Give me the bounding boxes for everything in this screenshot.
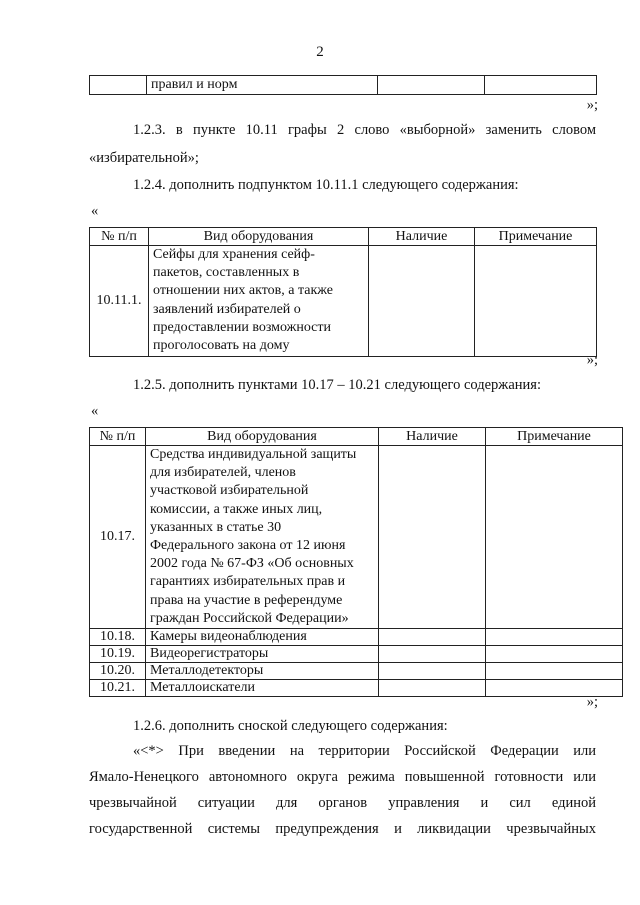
continuation-table [89,75,597,95]
equipment-line: для избирателей, членов [150,465,296,481]
row-availability [379,663,486,680]
table-row [90,246,597,357]
header-number: № п/п [90,428,146,446]
footnote-line4: государственной системы предупреждения и ликвидации чрезвычайных [89,821,596,837]
table-row [90,446,623,629]
equipment-line: указанных в статье 30 [150,519,282,535]
row-availability [379,446,486,629]
page-number: 2 [316,44,324,60]
table-cell [90,76,147,95]
paragraph-1-2-3-line2: «избирательной»; [89,150,199,166]
row-equipment: Металлоискатели [146,680,379,697]
row-equipment [149,246,369,357]
table-header-row [90,228,597,246]
quote-close: »; [586,97,598,113]
equipment-line: комиссии, а также иных лиц, [150,501,323,517]
row-availability [369,246,475,357]
row-note [475,246,597,357]
row-note [486,629,623,646]
row-number: 10.19. [90,646,146,663]
header-availability: Наличие [369,228,475,246]
table-cell [485,76,597,95]
row-availability [379,646,486,663]
row-note [486,646,623,663]
row-number: 10.20. [90,663,146,680]
quote-close: »; [586,352,598,368]
header-equipment: Вид оборудования [146,428,379,446]
equipment-line: предоставлении возможности [153,319,332,335]
row-note [486,680,623,697]
table-row [90,663,623,680]
table-row [90,76,597,95]
paragraph-1-2-3-line1: 1.2.3. в пункте 10.11 графы 2 слово «выборной» заменить словом [133,122,596,138]
row-equipment [146,446,379,629]
row-number: 10.21. [90,680,146,697]
header-number: № п/п [90,228,149,246]
paragraph-1-2-4: 1.2.4. дополнить подпунктом 10.11.1 следующего содержания: [133,177,519,193]
table-row [90,646,623,663]
row-equipment: Металлодетекторы [146,663,379,680]
row-number: 10.17. [90,446,146,629]
equipment-table-2 [89,427,623,697]
table-row [90,629,623,646]
header-availability: Наличие [379,428,486,446]
row-note [486,663,623,680]
equipment-line: заявлений избирателей о [153,301,301,317]
footnote-line2: Ямало-Ненецкого автономного округа режима повышенной готовности или [89,769,596,785]
row-equipment: Камеры видеонаблюдения [146,629,379,646]
row-number: 10.11.1. [90,246,149,357]
row-availability [379,629,486,646]
row-availability [379,680,486,697]
quote-open: « [91,403,99,419]
row-note [486,446,623,629]
row-equipment: Видеорегистраторы [146,646,379,663]
row-number: 10.18. [90,629,146,646]
equipment-line: отношении них актов, а также [153,283,333,299]
equipment-line: гарантиях избирательных прав и [150,574,346,590]
table-cell [378,76,485,95]
table-cell: правил и норм [147,76,378,95]
paragraph-1-2-5: 1.2.5. дополнить пунктами 10.17 – 10.21 следующего содержания: [133,377,541,393]
equipment-line: Сейфы для хранения сейф- [153,247,315,262]
paragraph-1-2-6: 1.2.6. дополнить сноской следующего содержания: [133,718,448,734]
footnote-line1: «<*> При введении на территории Российской Федерации или [133,743,596,759]
equipment-line: пакетов, составленных в [153,265,300,281]
equipment-line: Средства индивидуальной защиты [150,447,357,462]
equipment-line: права на участие в референдуме граждан Российской Федерации» [150,592,349,626]
equipment-line: проголосовать на дому [153,338,290,354]
quote-open: « [91,203,99,219]
table-row [90,680,623,697]
table-header-row [90,428,623,446]
equipment-table-1 [89,227,597,357]
equipment-line: участковой избирательной [150,483,309,499]
quote-close: »; [586,694,598,710]
equipment-line: Федерального закона от 12 июня [150,538,346,554]
header-equipment: Вид оборудования [149,228,369,246]
header-note: Примечание [475,228,597,246]
header-note: Примечание [486,428,623,446]
equipment-line: 2002 года № 67-ФЗ «Об основных [150,556,354,572]
footnote-line3: чрезвычайной ситуации для органов управления и сил единой [89,795,596,811]
